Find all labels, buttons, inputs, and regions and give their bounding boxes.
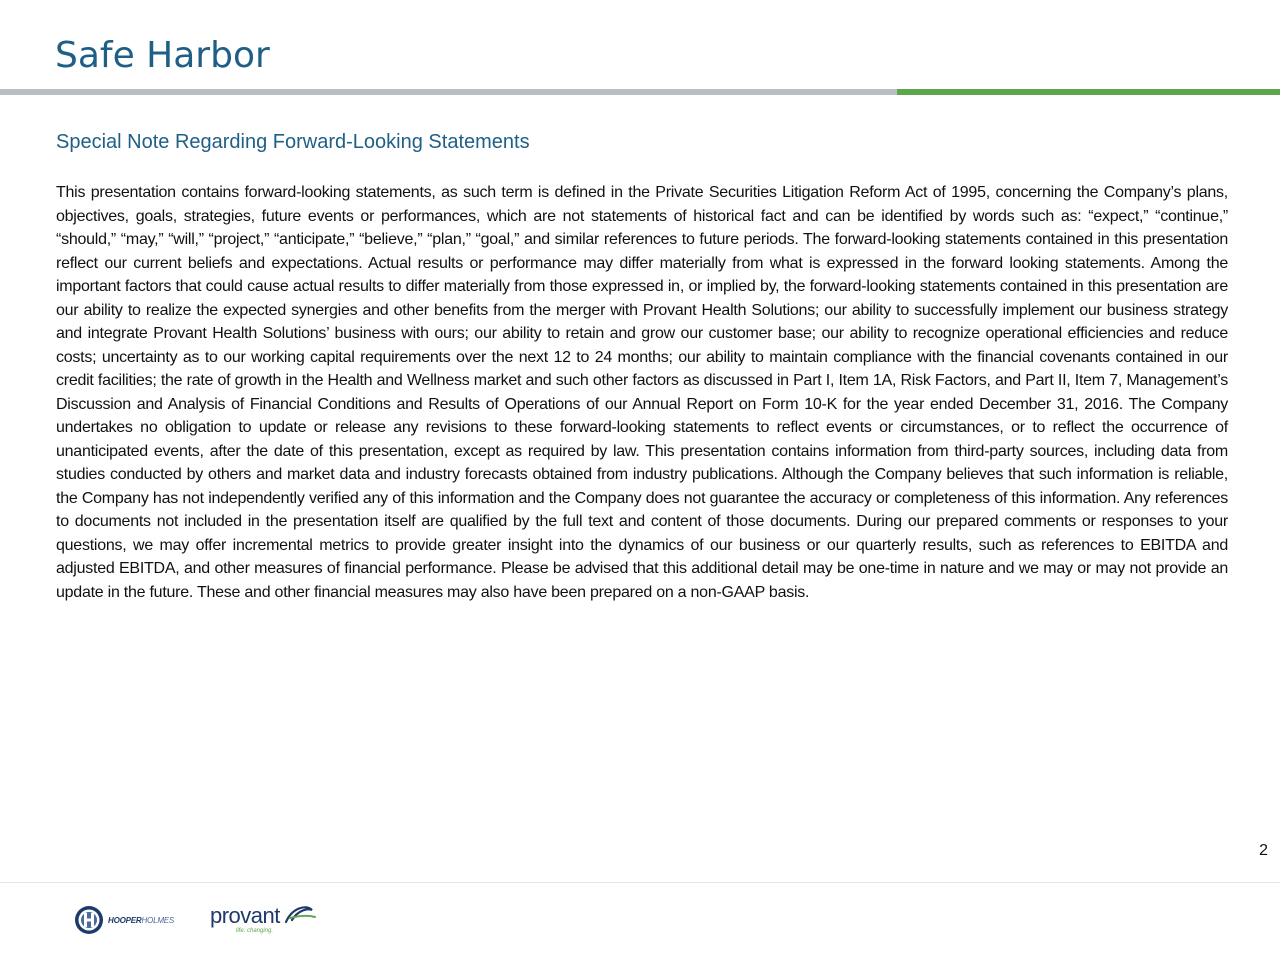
hooper-holmes-logo	[74, 904, 189, 936]
provant-wordmark: provant	[210, 903, 280, 928]
hooper-holmes-wordmark: HOOPERHOLMES	[108, 915, 175, 925]
section-subtitle: Special Note Regarding Forward-Looking Statements	[56, 131, 530, 153]
provant-logo	[210, 900, 320, 940]
hooper-holmes-h-icon	[74, 905, 104, 935]
title-divider-gray	[0, 89, 897, 95]
provant-tagline: life. changing.	[236, 928, 274, 934]
slide-title: Safe Harbor	[55, 35, 270, 76]
page-number: 2	[1259, 842, 1268, 859]
title-divider-green	[897, 89, 1280, 95]
forward-looking-statement-body: This presentation contains forward-looking statements, as such term is defined in the Private Securities Litigation Reform Act of 1995, concerning the Company’s plans, objectives, goals, strategies, future events or performances, which are not statements of historical fact and can be identified by words such as: “expect,” “continue,” “should,” “may,” “will,” “project,” “anticipate,” “believe,” “plan,” “goal,” and similar references to future periods. The forward-looking statements contained in this presentation reflect our current beliefs and expectations. Actual results or performance may differ materially from what is expressed in the forward looking statements. Among the important factors that could cause actual results to differ materially from those expressed in, or implied by, the forward-looking statements contained in this presentation are our ability to realize the expected synergies and other benefits from the merger with Provant Health Solutions; our ability to successfully implement our business strategy and integrate Provant Health Solutions’ business with ours; our ability to retain and grow our customer base; our ability to recognize operational efficiencies and reduce costs; uncertainty as to our working capital requirements over the next 12 to 24 months; our ability to maintain compliance with the financial covenants contained in our credit facilities; the rate of growth in the Health and Wellness market and such other factors as discussed in Part I, Item 1A, Risk Factors, and Part II, Item 7, Management’s Discussion and Analysis of Financial Conditions and Results of Operations of our Annual Report on Form 10-K for the year ended December 31, 2016. The Company undertakes no obligation to update or release any revisions to these forward-looking statements to reflect events or circumstances, or to reflect the occurrence of unanticipated events, after the date of this presentation, except as required by law. This presentation contains information from third-party sources, including data from studies conducted by others and market data and industry forecasts obtained from industry publications. Although the Company believes that such information is reliable, the Company has not independently verified any of this information and the Company does not guarantee the accuracy or completeness of this information. Any references to documents not included in the presentation itself are qualified by the full text and content of those documents. During our prepared comments or responses to your questions, we may offer incremental metrics to provide greater insight into the dynamics of our business or our quarterly results, such as references to EBITDA and adjusted EBITDA, and other measures of financial performance. Please be advised that this additional detail may be one-time in nature and we may or may not provide an update in the future. These and other financial measures may also have been prepared on a non-GAAP basis.	[56, 184, 1228, 601]
footer-divider	[0, 882, 1280, 883]
provant-swoosh-icon	[282, 904, 316, 926]
